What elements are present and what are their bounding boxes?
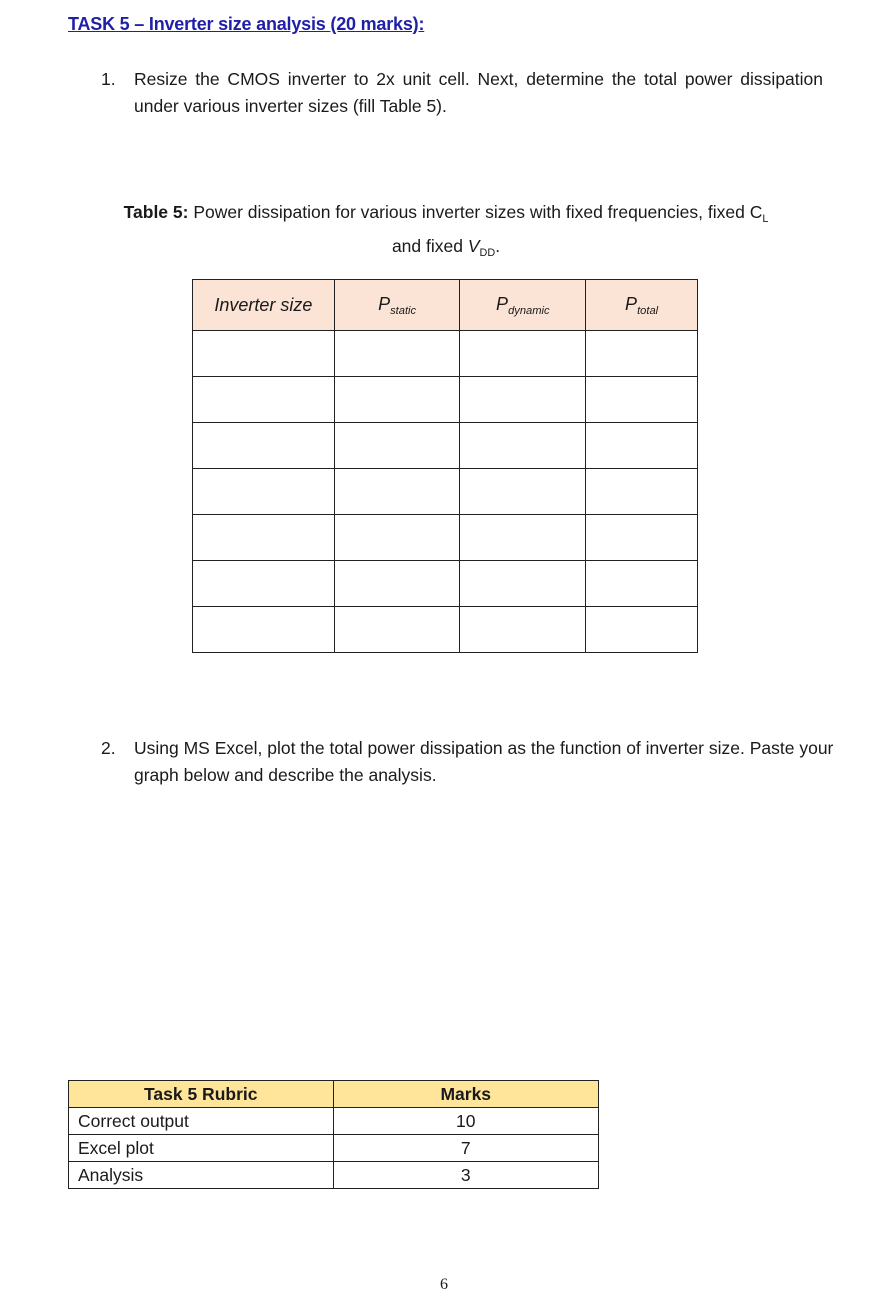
- rubric-table: [68, 1080, 599, 1189]
- rubric-marks: 3: [333, 1162, 598, 1189]
- table-row: [193, 331, 698, 377]
- table-cell[interactable]: [460, 377, 586, 423]
- item-text: Using MS Excel, plot the total power dissipation as the function of inverter size. Paste your graph below and describe the analysis.: [134, 738, 834, 785]
- table-cell[interactable]: [193, 607, 335, 653]
- caption-vdd: V: [467, 235, 480, 256]
- item-text: Resize the CMOS inverter to 2x unit cell. Next, determine the total power dissipation under various inverter sizes (fill Table 5).: [134, 69, 823, 116]
- power-dissipation-table: [192, 279, 698, 653]
- table-cell[interactable]: [193, 515, 335, 561]
- table-row: [193, 515, 698, 561]
- table-cell[interactable]: [586, 515, 698, 561]
- caption-text-2: and fixed: [391, 235, 468, 256]
- table-cell[interactable]: [193, 469, 335, 515]
- caption-sub-dd: DD: [479, 246, 496, 259]
- rubric-marks: 10: [333, 1108, 598, 1135]
- rubric-header-criterion: Task 5 Rubric: [69, 1081, 334, 1108]
- table-cell[interactable]: [460, 331, 586, 377]
- rubric-criterion: Excel plot: [69, 1135, 334, 1162]
- table-cell[interactable]: [334, 561, 460, 607]
- table-row: [193, 469, 698, 515]
- header-p-static: $P_{static}$: [334, 280, 460, 331]
- rubric-marks: 7: [333, 1135, 598, 1162]
- header-p-dynamic: $P_{dynamic}$: [460, 280, 586, 331]
- table-cell[interactable]: [334, 515, 460, 561]
- table-row: [193, 377, 698, 423]
- page-number: 6: [440, 1276, 448, 1293]
- table-cell[interactable]: [586, 331, 698, 377]
- item-number: 1.: [101, 69, 116, 89]
- header-inverter-size: Inverter size: [193, 280, 335, 331]
- table-row: [193, 423, 698, 469]
- table-cell[interactable]: [193, 377, 335, 423]
- table-cell[interactable]: [586, 607, 698, 653]
- rubric-header-marks: Marks: [333, 1081, 598, 1108]
- table-cell[interactable]: [334, 423, 460, 469]
- rubric-criterion: Correct output: [69, 1108, 334, 1135]
- table-caption: [60, 199, 832, 267]
- rubric-row: [69, 1108, 599, 1135]
- table-cell[interactable]: [460, 561, 586, 607]
- table-header-row: [193, 280, 698, 331]
- table-cell[interactable]: [193, 561, 335, 607]
- caption-text: Power dissipation for various inverter sizes with fixed frequencies, fixed C: [188, 202, 763, 222]
- caption-sub-l: L: [762, 212, 769, 225]
- caption-label: Table 5:: [123, 202, 189, 222]
- table-cell[interactable]: [586, 561, 698, 607]
- table-cell[interactable]: [460, 515, 586, 561]
- header-p-total: $P_{total}$: [586, 280, 698, 331]
- table-row: [193, 607, 698, 653]
- rubric-row: [69, 1135, 599, 1162]
- table-cell[interactable]: [193, 331, 335, 377]
- rubric-row: [69, 1162, 599, 1189]
- item-number: 2.: [101, 738, 116, 758]
- table-row: [193, 561, 698, 607]
- table-cell[interactable]: [460, 607, 586, 653]
- table-cell[interactable]: [334, 469, 460, 515]
- table-cell[interactable]: [460, 469, 586, 515]
- table-cell[interactable]: [586, 469, 698, 515]
- table-cell[interactable]: [334, 331, 460, 377]
- table-cell[interactable]: [460, 423, 586, 469]
- table-cell[interactable]: [334, 607, 460, 653]
- task-heading: TASK 5 – Inverter size analysis (20 marks):: [68, 14, 425, 34]
- rubric-header-row: [69, 1081, 599, 1108]
- table-cell[interactable]: [586, 377, 698, 423]
- table-cell[interactable]: [586, 423, 698, 469]
- table-cell[interactable]: [193, 423, 335, 469]
- table-cell[interactable]: [334, 377, 460, 423]
- caption-end: .: [495, 235, 501, 256]
- rubric-criterion: Analysis: [69, 1162, 334, 1189]
